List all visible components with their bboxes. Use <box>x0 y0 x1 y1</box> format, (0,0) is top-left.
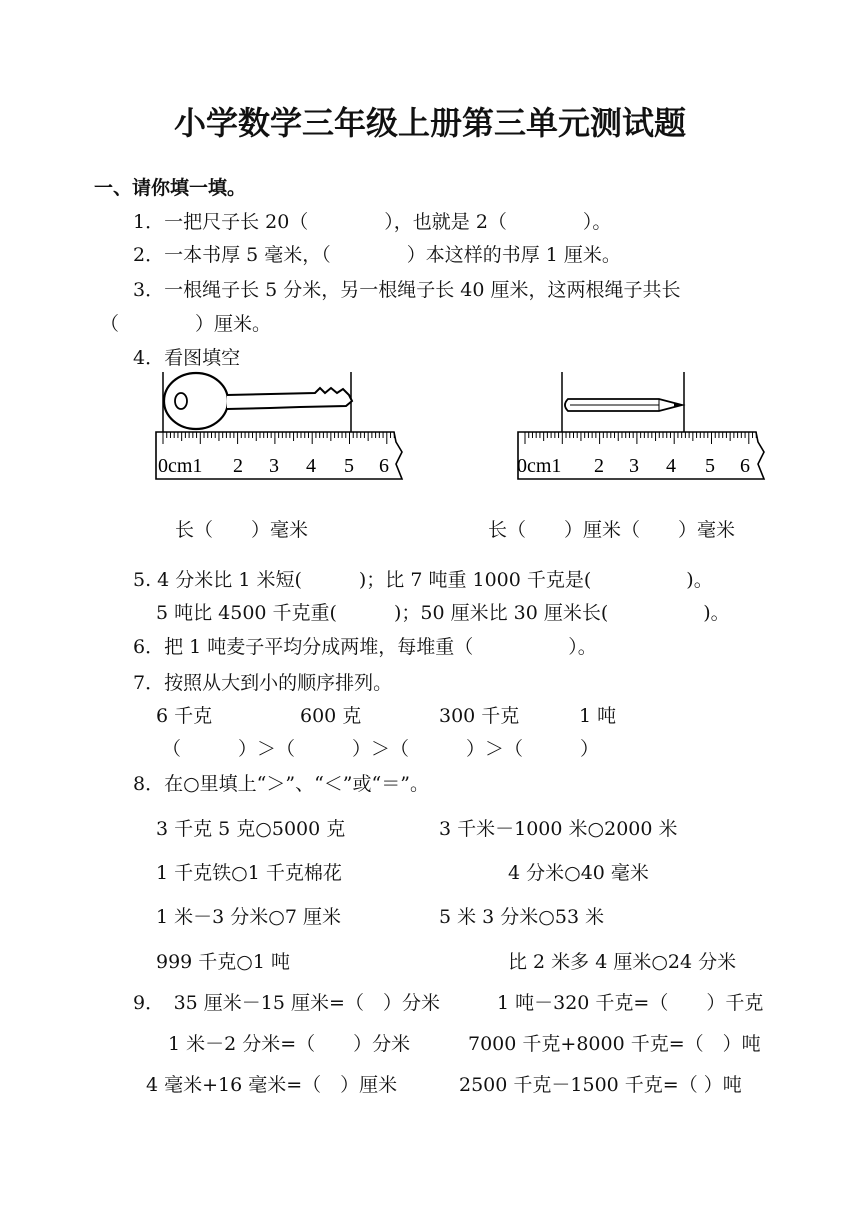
ruler-tick-label: 3 <box>269 455 279 477</box>
ruler-tick-label: 5 <box>344 455 354 477</box>
q9-item: 4 毫米+16 毫米=（ ）厘米 <box>146 1074 398 1096</box>
question-4: 4．看图填空 <box>133 347 241 369</box>
question-8: 8．在○里填上“＞”、“＜”或“＝”。 <box>133 773 429 795</box>
q9-item: 2500 千克－1500 千克=（ ）吨 <box>459 1074 742 1096</box>
ruler-tick-label: 6 <box>379 455 389 477</box>
question-2: 2．一本书厚 5 毫米，（ ）本这样的书厚 1 厘米。 <box>133 244 621 266</box>
question-5-line2: 5 吨比 4500 千克重( )；50 厘米比 30 厘米长( )。 <box>156 602 730 624</box>
ruler-tick-label: 0cm1 <box>517 455 562 477</box>
q9-item: 7000 千克+8000 千克=（ ）吨 <box>468 1033 761 1055</box>
q8-item: 4 分米○40 毫米 <box>508 862 649 884</box>
question-7: 7．按照从大到小的顺序排列。 <box>133 672 393 694</box>
q8-item: 999 千克○1 吨 <box>156 951 291 973</box>
q7-item: 600 克 <box>300 705 362 727</box>
q9-item: 1 吨－320 千克=（ ）千克 <box>497 992 764 1014</box>
q8-item: 5 米 3 分米○53 米 <box>439 906 605 928</box>
q7-blanks: （ ）＞（ ）＞（ ）＞（ ） <box>162 738 600 760</box>
key-ruler-figure <box>150 368 410 483</box>
question-5-line1: 5. 4 分米比 1 米短( )；比 7 吨重 1000 千克是( )。 <box>133 569 713 591</box>
question-3-line1: 3．一根绳子长 5 分米，另一根绳子长 40 厘米，这两根绳子共长 <box>133 279 681 301</box>
question-6: 6．把 1 吨麦子平均分成两堆，每堆重（ ）。 <box>133 636 597 658</box>
q9-item: 9． 35 厘米－15 厘米=（ ）分米 <box>133 992 440 1014</box>
q9-item: 1 米－2 分米=（ ）分米 <box>168 1033 411 1055</box>
q8-item: 3 千克 5 克○5000 克 <box>156 818 346 840</box>
q4-left-answer: 长（ ）毫米 <box>175 519 309 541</box>
page-title: 小学数学三年级上册第三单元测试题 <box>173 104 686 142</box>
question-1: 1．一把尺子长 20（ ），也就是 2（ ）。 <box>133 211 612 233</box>
ruler-tick-label: 2 <box>594 455 604 477</box>
ruler-tick-label: 3 <box>629 455 639 477</box>
question-3-line2: （ ）厘米。 <box>100 313 272 335</box>
pencil-ruler-figure <box>512 368 772 483</box>
section-heading: 一、请你填一填。 <box>94 177 247 199</box>
q7-item: 1 吨 <box>579 705 617 727</box>
ruler-tick-label: 4 <box>306 455 316 477</box>
q7-item: 300 千克 <box>439 705 520 727</box>
ruler-tick-label: 0cm1 <box>158 455 203 477</box>
q8-item: 3 千米－1000 米○2000 米 <box>439 818 678 840</box>
q8-item: 1 米－3 分米○7 厘米 <box>156 906 341 928</box>
q7-item: 6 千克 <box>156 705 213 727</box>
key-icon <box>164 373 352 429</box>
q8-item: 比 2 米多 4 厘米○24 分米 <box>508 951 737 973</box>
ruler-tick-label: 4 <box>666 455 676 477</box>
q4-right-answer: 长（ ）厘米（ ）毫米 <box>488 519 736 541</box>
ruler-tick-label: 2 <box>233 455 243 477</box>
ruler-tick-label: 6 <box>740 455 750 477</box>
ruler-tick-label: 5 <box>705 455 715 477</box>
pencil-icon <box>565 399 682 411</box>
q8-item: 1 千克铁○1 千克棉花 <box>156 862 342 884</box>
